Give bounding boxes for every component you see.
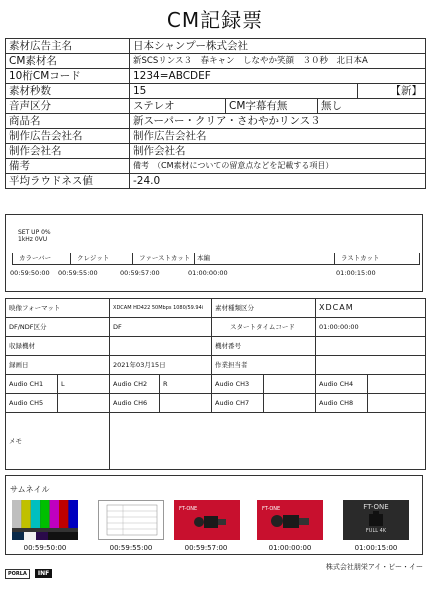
ft-one-text-1: FT-ONE bbox=[179, 506, 198, 512]
advertiser-value: 日本シャンプー株式会社 bbox=[130, 39, 426, 54]
ch6-value bbox=[160, 394, 212, 413]
ft-one-text-2: FT-ONE bbox=[262, 506, 281, 512]
loudness-label: 平均ラウドネス値 bbox=[6, 174, 130, 189]
thumbnail-slate bbox=[98, 500, 164, 540]
ch8-value bbox=[368, 394, 426, 413]
row-ad-agency bbox=[6, 129, 426, 144]
row-production bbox=[6, 144, 426, 159]
logo-porla: PORLA bbox=[5, 569, 30, 579]
ch3-value bbox=[264, 375, 316, 394]
notes-label: 備考 bbox=[6, 159, 130, 174]
segment-credit: クレジット bbox=[70, 253, 132, 264]
thumbnail-time-0: 00:59:50:00 bbox=[23, 544, 67, 552]
row-seconds bbox=[6, 84, 426, 99]
page-title: CM記録票 bbox=[166, 8, 264, 32]
row-audio-ch-5-8 bbox=[6, 394, 426, 413]
start-tc-value: 01:00:00:00 bbox=[316, 318, 426, 337]
seconds-value: 15 bbox=[130, 84, 358, 99]
thumbnail-main bbox=[257, 500, 323, 540]
footer-logos bbox=[5, 563, 52, 582]
timeline-line bbox=[12, 264, 420, 265]
machine-no-value bbox=[316, 337, 426, 356]
material-type-value: XDCAM bbox=[316, 299, 426, 318]
memo-value bbox=[110, 413, 426, 470]
row-audio bbox=[6, 99, 426, 114]
audio-value: ステレオ bbox=[130, 99, 226, 114]
timecode-3: 01:00:00:00 bbox=[188, 269, 228, 277]
material-type-label: 素材種類区分 bbox=[212, 299, 316, 318]
row-product bbox=[6, 114, 426, 129]
thumbnail-time-2: 00:59:57:00 bbox=[184, 544, 228, 552]
thumbnail-time-1: 00:59:55:00 bbox=[109, 544, 153, 552]
operator-value bbox=[316, 356, 426, 375]
video-format-label: 映像フォーマット bbox=[6, 299, 110, 318]
row-recorder bbox=[6, 337, 426, 356]
machine-no-label: 機材番号 bbox=[212, 337, 316, 356]
timecode-4: 01:00:15:00 bbox=[336, 269, 376, 277]
memo-label: メモ bbox=[6, 413, 110, 470]
ch4-label: Audio CH4 bbox=[316, 375, 368, 394]
row-df bbox=[6, 318, 426, 337]
ad-agency-value: 制作広告会社名 bbox=[130, 129, 426, 144]
loudness-value: -24.0 bbox=[130, 174, 426, 189]
audio-label: 音声区分 bbox=[6, 99, 130, 114]
production-label: 制作会社名 bbox=[6, 144, 130, 159]
recorder-label: 収録機材 bbox=[6, 337, 110, 356]
row-loudness bbox=[6, 174, 426, 189]
row-memo bbox=[6, 413, 426, 470]
start-tc-label: スタートタイムコード bbox=[212, 318, 316, 337]
ad-agency-label: 制作広告会社名 bbox=[6, 129, 130, 144]
code-value: 1234=ABCDEF bbox=[130, 69, 426, 84]
timecode-2: 00:59:57:00 bbox=[120, 269, 160, 277]
ft-one-text-3: FT-ONE bbox=[363, 503, 389, 511]
df-label: DF/NDF区分 bbox=[6, 318, 110, 337]
record-date-label: 録画日 bbox=[6, 356, 110, 375]
row-notes bbox=[6, 159, 426, 174]
row-audio-ch-1-4 bbox=[6, 375, 426, 394]
material-name-value: 新SCSリンス３ 春キャン しなやか笑顔 ３０秒 北日本A bbox=[130, 54, 426, 69]
new-tag: 【新】 bbox=[358, 84, 426, 99]
row-code bbox=[6, 69, 426, 84]
segment-first-cut: ファーストカット bbox=[132, 253, 194, 264]
full-4k-text: FULL 4K bbox=[365, 528, 387, 534]
recorder-value bbox=[110, 337, 212, 356]
advertiser-label: 素材広告主名 bbox=[6, 39, 130, 54]
row-advertiser bbox=[6, 39, 426, 54]
product-value: 新スーパー・クリア・さわやかリンス３ bbox=[130, 114, 426, 129]
thumbnail-last-cut bbox=[343, 500, 409, 540]
row-material-name bbox=[6, 54, 426, 69]
code-label: 10桁CMコード bbox=[6, 69, 130, 84]
ch4-value bbox=[368, 375, 426, 394]
ch6-label: Audio CH6 bbox=[110, 394, 160, 413]
material-info-table bbox=[5, 38, 426, 189]
ch1-value: L bbox=[58, 375, 110, 394]
ch3-label: Audio CH3 bbox=[212, 375, 264, 394]
thumbnail-label: サムネイル bbox=[10, 485, 50, 494]
thumbnail-colorbar bbox=[12, 500, 78, 540]
ch2-label: Audio CH2 bbox=[110, 375, 160, 394]
ch7-value bbox=[264, 394, 316, 413]
timecode-0: 00:59:50:00 bbox=[10, 269, 50, 277]
record-date-value: 2021年03月15日 bbox=[110, 356, 212, 375]
thumbnail-first-cut bbox=[174, 500, 240, 540]
segment-last-cut: ラストカット bbox=[334, 253, 420, 264]
caption-label: CM字幕有無 bbox=[226, 99, 318, 114]
ch7-label: Audio CH7 bbox=[212, 394, 264, 413]
row-video-format bbox=[6, 299, 426, 318]
ch1-label: Audio CH1 bbox=[6, 375, 58, 394]
thumbnail-panel bbox=[5, 475, 423, 555]
thumbnail-time-4: 01:00:15:00 bbox=[354, 544, 398, 552]
timecode-1: 00:59:55:00 bbox=[58, 269, 98, 277]
segment-main: 本編 bbox=[194, 253, 334, 264]
df-value: DF bbox=[110, 318, 212, 337]
operator-label: 作業担当者 bbox=[212, 356, 316, 375]
segment-colorbar: カラーバー bbox=[12, 253, 70, 264]
production-value: 制作会社名 bbox=[130, 144, 426, 159]
material-name-label: CM素材名 bbox=[6, 54, 130, 69]
product-label: 商品名 bbox=[6, 114, 130, 129]
company-name: 株式会社朋栄アイ・ビー・イー bbox=[325, 563, 423, 571]
ch2-value: R bbox=[160, 375, 212, 394]
row-record-date bbox=[6, 356, 426, 375]
seconds-label: 素材秒数 bbox=[6, 84, 130, 99]
logo-inf: INF bbox=[35, 569, 52, 578]
setup-line1: SET UP 0% bbox=[18, 229, 51, 236]
notes-value: 備考 （CM素材についての留意点などを記載する項目） bbox=[130, 159, 426, 174]
caption-value: 無し bbox=[318, 99, 426, 114]
thumbnail-time-3: 01:00:00:00 bbox=[268, 544, 312, 552]
ch8-label: Audio CH8 bbox=[316, 394, 368, 413]
video-format-value: XDCAM HD422 50Mbps 1080/59.94i bbox=[110, 299, 212, 318]
timeline-panel bbox=[5, 214, 423, 292]
format-table bbox=[5, 298, 426, 470]
setup-line2: 1kHz 0VU bbox=[18, 236, 48, 243]
ch5-value bbox=[58, 394, 110, 413]
ch5-label: Audio CH5 bbox=[6, 394, 58, 413]
